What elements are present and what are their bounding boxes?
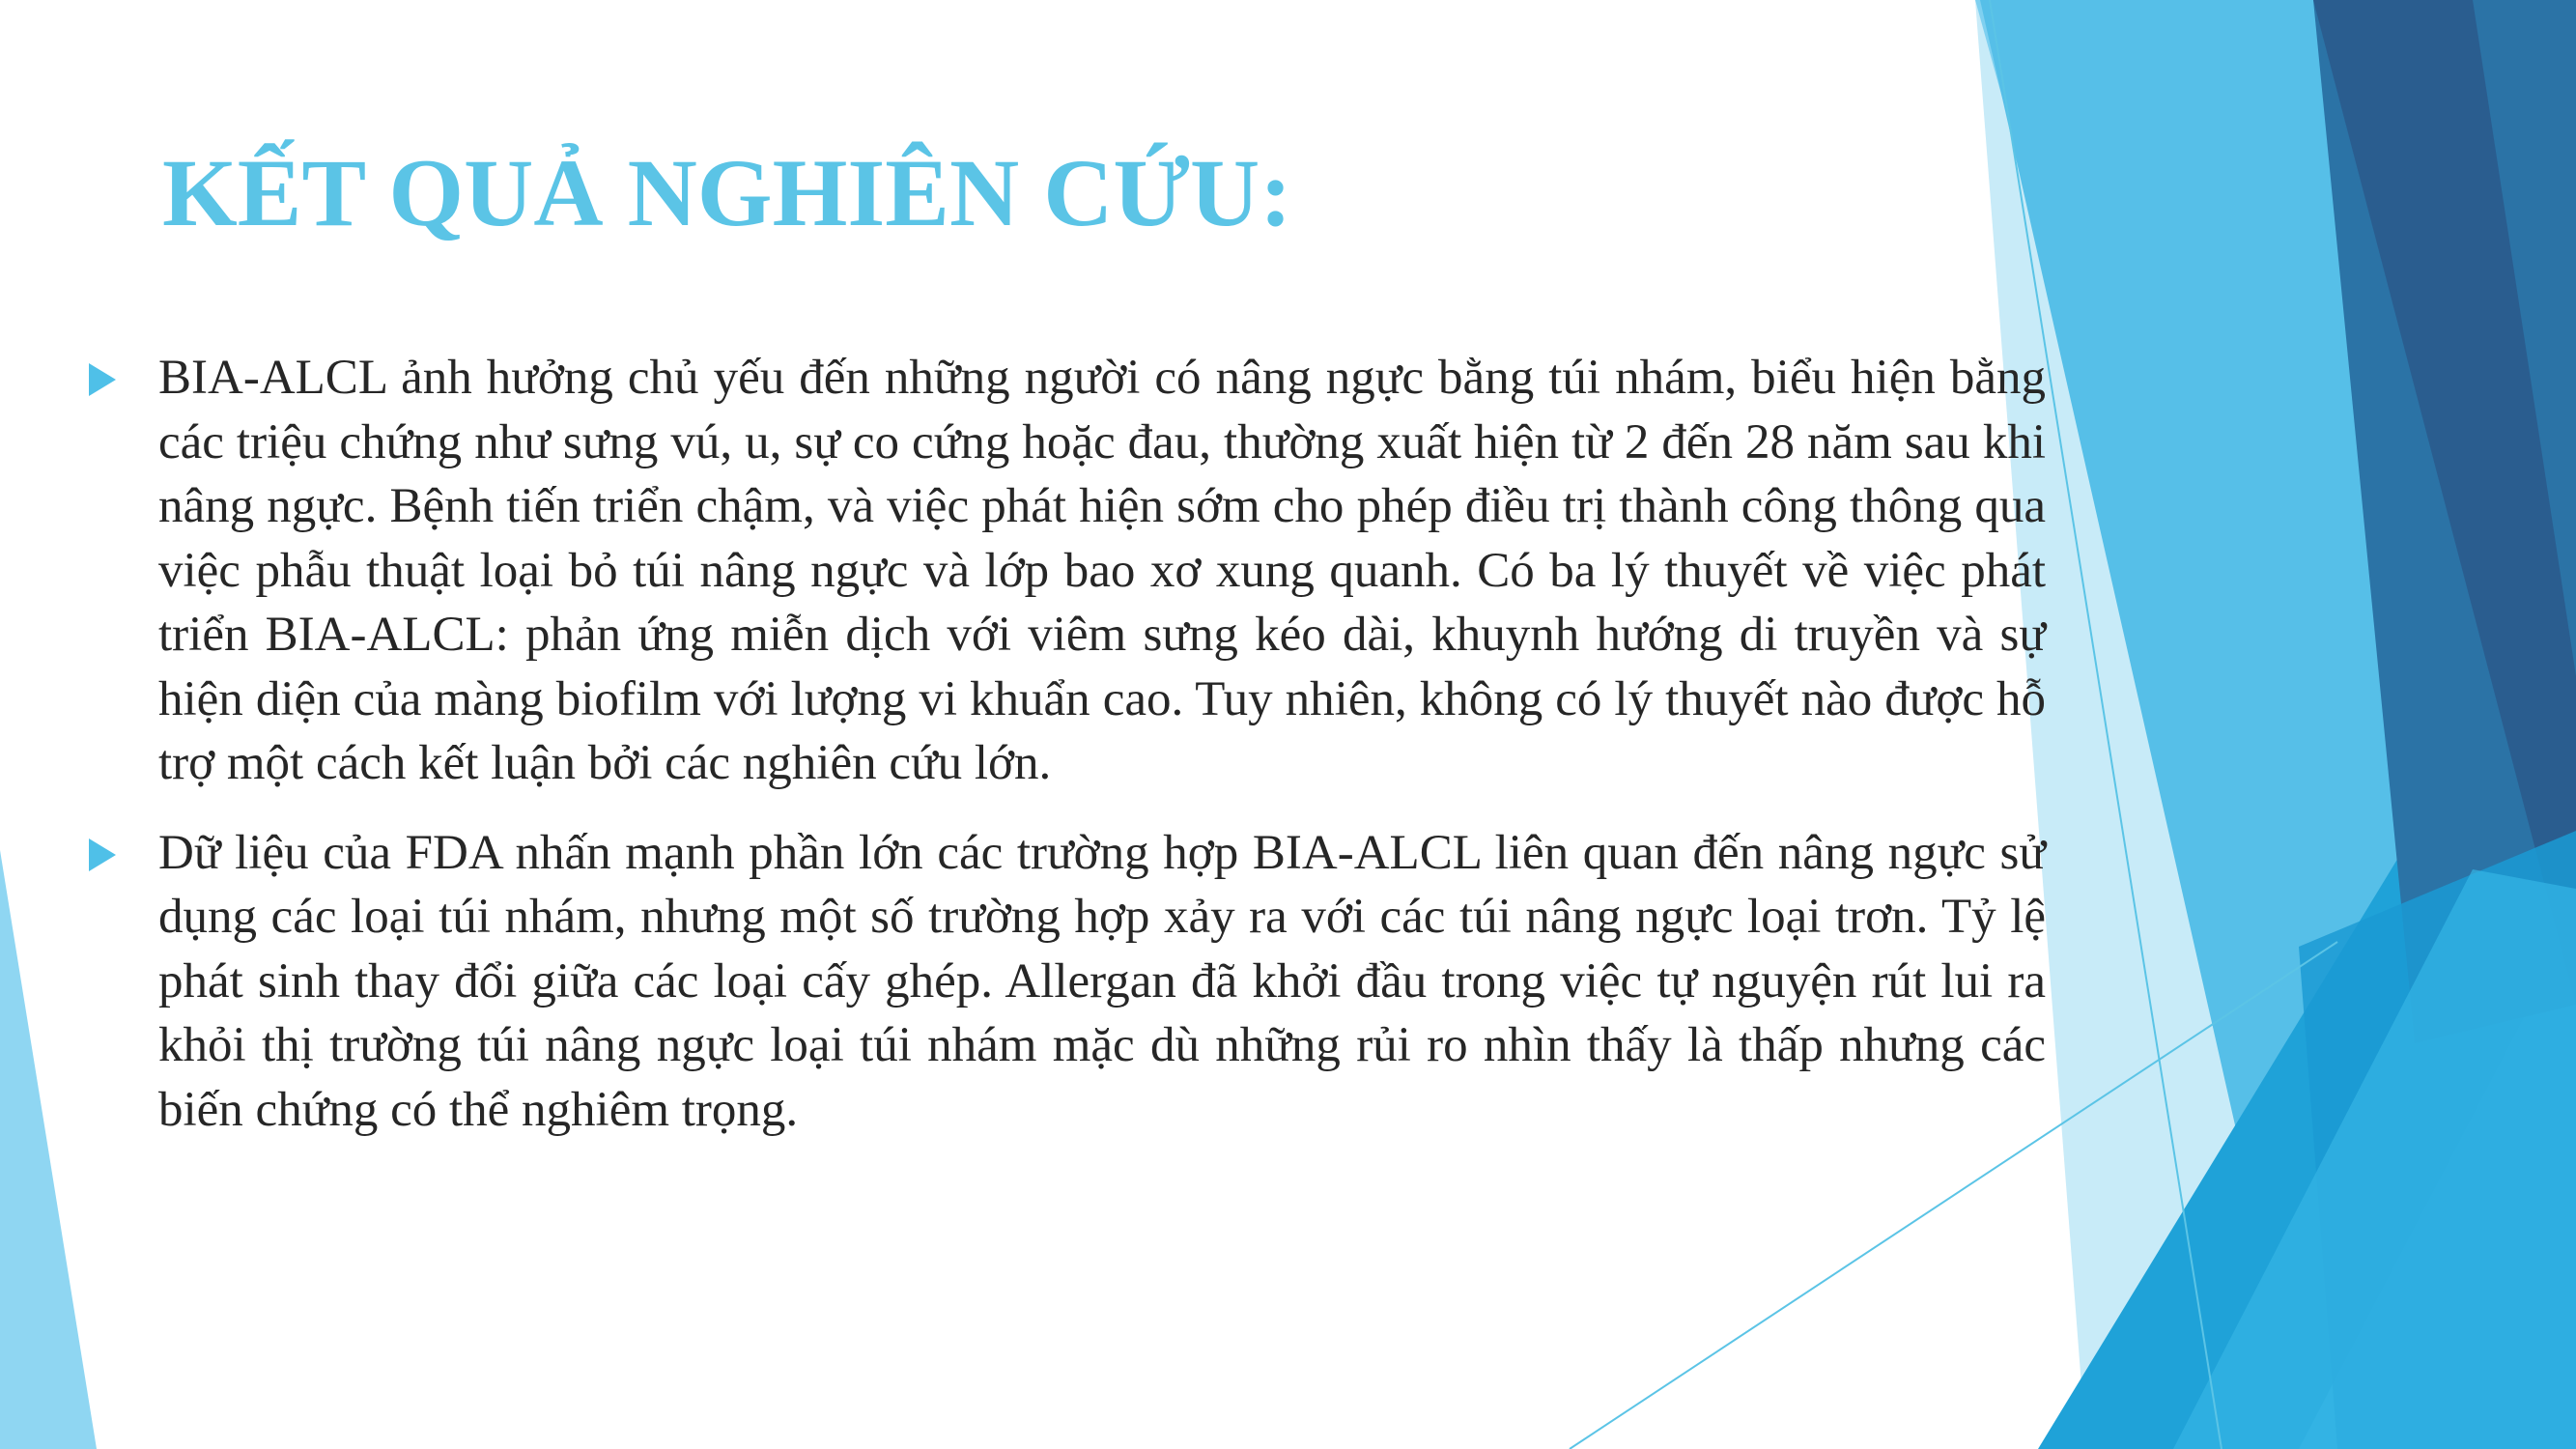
triangle-right-icon: [89, 838, 116, 871]
bullet-item: [85, 346, 2046, 796]
bullet-text: BIA-ALCL ảnh hưởng chủ yếu đến những người có nâng ngực bằng túi nhám, biểu hiện bằng các triệu chứng như sưng vú, u, sự co cứng hoặc đau, thường xuất hiện từ 2 đến 28 năm sau khi nâng ngực. Bệnh tiến triển chậm, và việc phát hiện sớm cho phép điều trị thành công thông qua việc phẫu thuật loại bỏ túi nâng ngực và lớp bao xơ xung quanh. Có ba lý thuyết về việc phát triển BIA-ALCL: phản ứng miễn dịch với viêm sưng kéo dài, khuynh hướng di truyền và sự hiện diện của màng biofilm với lượng vi khuẩn cao. Tuy nhiên, không có lý thuyết nào được hỗ trợ một cách kết luận bởi các nghiên cứu lớn.: [158, 351, 2046, 790]
slide-title: KẾT QUẢ NGHIÊN CỨU:: [162, 139, 1292, 246]
triangle-right-icon: [89, 363, 116, 396]
bullet-list: [85, 346, 2046, 1167]
bullet-text: Dữ liệu của FDA nhấn mạnh phần lớn các trường hợp BIA-ALCL liên quan đến nâng ngực sử dụng các loại túi nhám, nhưng một số trường hợp xảy ra với các túi nâng ngực loại trơn. Tỷ lệ phát sinh thay đổi giữa các loại cấy ghép. Allergan đã khởi đầu trong việc tự nguyện rút lui ra khỏi thị trường túi nâng ngực loại túi nhám mặc dù những rủi ro nhìn thấy là thấp nhưng các biến chứng có thể nghiêm trọng.: [158, 825, 2046, 1137]
left-edge-shape: [0, 850, 97, 1449]
bullet-item: [85, 821, 2046, 1143]
